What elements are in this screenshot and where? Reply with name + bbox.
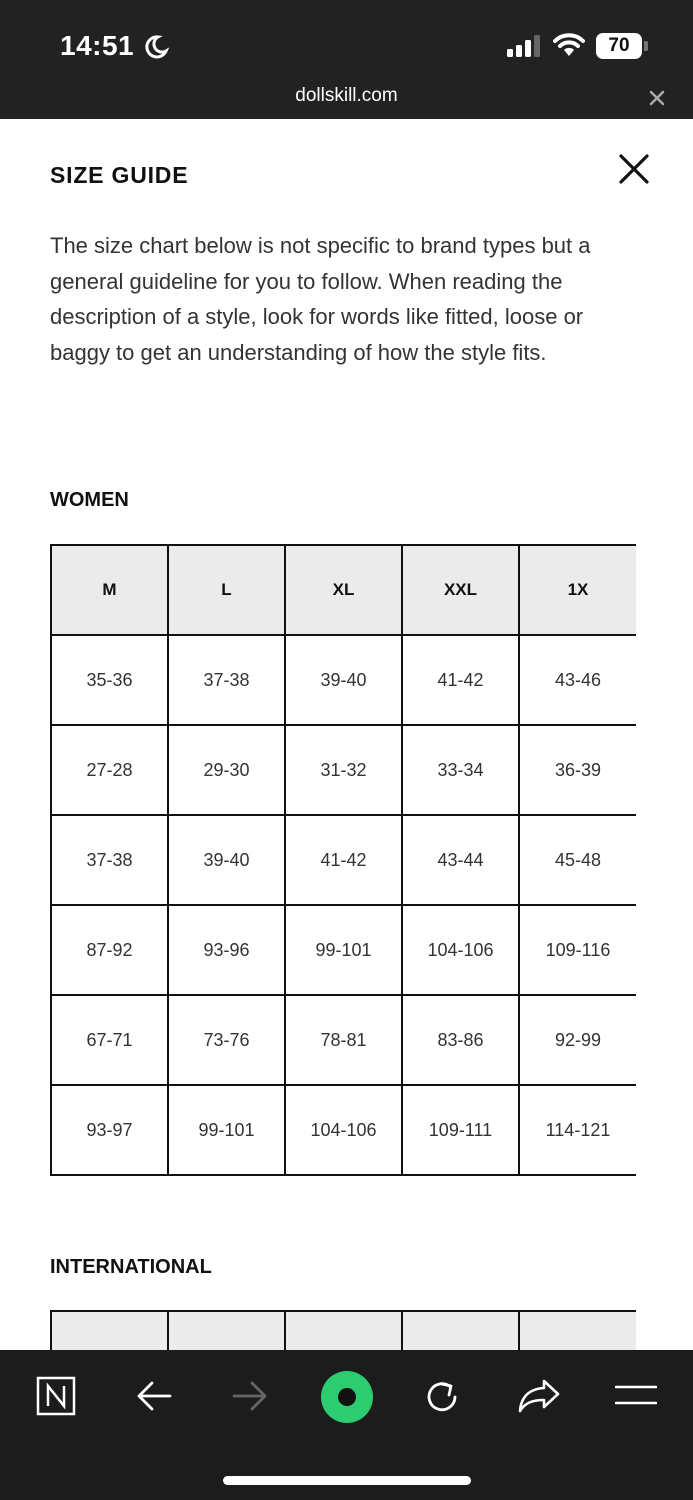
table-cell: 104-106 (285, 1085, 402, 1175)
column-header (285, 1311, 402, 1350)
url-bar[interactable] (0, 75, 693, 119)
table-cell: 78-81 (285, 995, 402, 1085)
battery-level: 70 (596, 33, 642, 59)
column-header: XXL (402, 545, 519, 635)
table-cell: 87-92 (51, 905, 168, 995)
table-cell: 41-42 (285, 815, 402, 905)
status-time: 14:51 (60, 30, 135, 61)
table-cell: 67-71 (51, 995, 168, 1085)
back-arrow-icon[interactable] (136, 1380, 172, 1412)
table-cell: 35-36 (51, 635, 168, 725)
home-indicator[interactable] (223, 1476, 471, 1485)
reload-icon[interactable] (422, 1377, 462, 1417)
table-cell: 43-46 (519, 635, 636, 725)
table-cell: 37-38 (51, 815, 168, 905)
table-cell: 43-44 (402, 815, 519, 905)
battery-tip (644, 41, 648, 51)
women-size-table (50, 544, 636, 1176)
forward-arrow-icon[interactable] (232, 1380, 268, 1412)
table-row (51, 995, 636, 1085)
size-guide-description: The size chart below is not specific to brand types but a general guideline for you to follow. When reading the description of a style, look for words like fitted, loose or baggy to get an understanding of how the style fits. (50, 233, 591, 365)
table-cell: 93-97 (51, 1085, 168, 1175)
table-row (51, 815, 636, 905)
table-cell: 45-48 (519, 815, 636, 905)
table-cell: 41-42 (402, 635, 519, 725)
wifi-icon (553, 33, 585, 57)
battery-icon (596, 33, 648, 59)
column-header (519, 1311, 636, 1350)
section-title-women: WOMEN (50, 489, 129, 511)
share-icon[interactable] (518, 1378, 560, 1414)
table-cell: 33-34 (402, 725, 519, 815)
menu-icon[interactable] (615, 1383, 657, 1409)
table-row (51, 1085, 636, 1175)
close-icon[interactable] (646, 87, 668, 109)
table-cell: 27-28 (51, 725, 168, 815)
table-cell: 104-106 (402, 905, 519, 995)
column-header: 1X (519, 545, 636, 635)
n-logo-icon[interactable] (36, 1376, 76, 1416)
browser-toolbar (0, 1350, 693, 1500)
table-cell: 39-40 (168, 815, 285, 905)
table-cell: 29-30 (168, 725, 285, 815)
column-header: L (168, 545, 285, 635)
column-header: M (51, 545, 168, 635)
page-title: SIZE GUIDE (50, 162, 189, 188)
table-row (51, 905, 636, 995)
table-row (51, 635, 636, 725)
moon-icon (143, 34, 169, 60)
column-header (168, 1311, 285, 1350)
table-cell: 31-32 (285, 725, 402, 815)
table-header-row (51, 1311, 636, 1350)
signal-icon (507, 35, 543, 57)
column-header (402, 1311, 519, 1350)
table-cell: 114-121 (519, 1085, 636, 1175)
table-header-row (51, 545, 636, 635)
table-cell: 73-76 (168, 995, 285, 1085)
table-cell: 83-86 (402, 995, 519, 1085)
table-cell: 109-116 (519, 905, 636, 995)
column-header (51, 1311, 168, 1350)
table-cell: 37-38 (168, 635, 285, 725)
table-cell: 92-99 (519, 995, 636, 1085)
table-cell: 99-101 (168, 1085, 285, 1175)
size-guide-modal (0, 119, 693, 1350)
international-size-table (50, 1310, 636, 1350)
url-text[interactable]: dollskill.com (295, 85, 398, 106)
table-cell: 36-39 (519, 725, 636, 815)
column-header: XL (285, 545, 402, 635)
section-title-international: INTERNATIONAL (50, 1256, 212, 1278)
assistant-icon[interactable] (320, 1370, 374, 1424)
close-icon[interactable] (617, 152, 651, 186)
table-cell: 109-111 (402, 1085, 519, 1175)
table-cell: 99-101 (285, 905, 402, 995)
status-bar (0, 0, 693, 75)
table-row (51, 725, 636, 815)
table-cell: 93-96 (168, 905, 285, 995)
table-cell: 39-40 (285, 635, 402, 725)
